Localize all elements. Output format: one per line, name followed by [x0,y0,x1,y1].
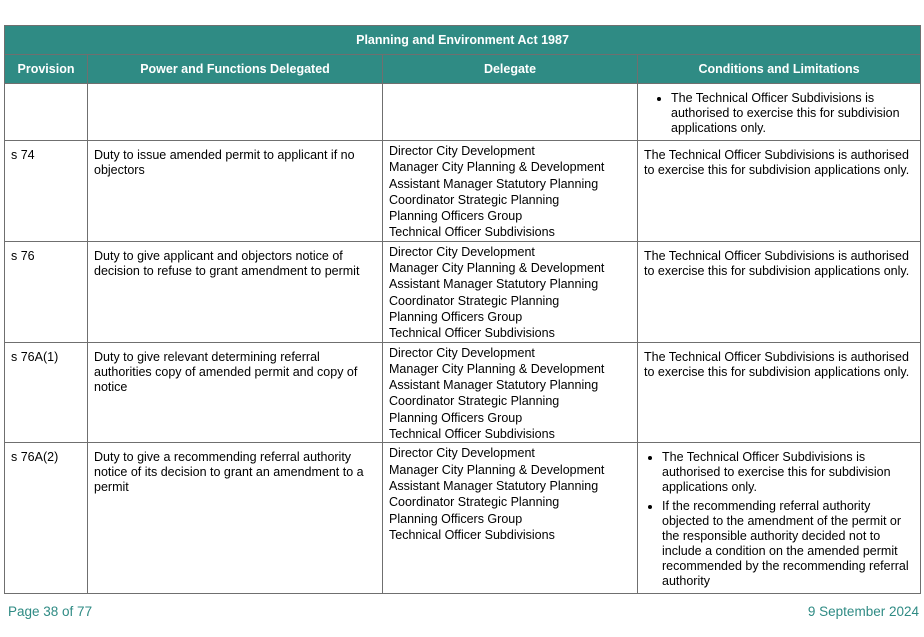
act-title: Planning and Environment Act 1987 [5,26,921,55]
delegate-item: Assistant Manager Statutory Planning [389,176,599,191]
table-row [5,141,921,242]
power-cell: Duty to give a recommending referral authority notice of its decision to grant an amendment to a permit [88,443,383,594]
delegate-item: Planning Officers Group [389,309,523,324]
delegate-item: Manager City Planning & Development [389,361,605,376]
power-cell [88,84,383,141]
delegate-item: Planning Officers Group [389,410,523,425]
delegate-item: Planning Officers Group [389,511,523,526]
condition-item: • If the recommending referral authority objected to the amendment of the permit or the responsible authority decided not to include a condition on the amended permit recommended by the recommending referral authority [662,499,914,589]
delegate-item: Director City Development [389,345,535,360]
delegate-item: Coordinator Strategic Planning [389,495,560,510]
power-cell: Duty to give relevant determining referral authorities copy of amended permit and copy of notice [88,342,383,443]
provision-cell: s 74 [5,141,88,242]
delegate-item: Coordinator Strategic Planning [389,192,560,207]
delegate-item: Manager City Planning & Development [389,160,605,175]
delegate-item: Technical Officer Subdivisions [389,427,555,442]
delegation-table [4,25,921,594]
delegate-item: Director City Development [389,446,535,461]
delegate-cell [383,84,638,141]
delegate-item: Technical Officer Subdivisions [389,225,555,240]
table-row [5,241,921,342]
table-row-continued [5,84,921,141]
delegate-item: Assistant Manager Statutory Planning [389,277,599,292]
table-row [5,342,921,443]
conditions-list [644,91,914,136]
conditions-list [644,450,914,589]
power-cell: Duty to issue amended permit to applicant if no objectors [88,141,383,242]
provision-cell: s 76 [5,241,88,342]
table-row [5,443,921,594]
delegate-item: Director City Development [389,144,535,158]
delegate-item: Technical Officer Subdivisions [389,527,555,542]
header-conditions: Conditions and Limitations [638,55,921,84]
document-date: 9 September 2024 [807,604,919,619]
header-power: Power and Functions Delegated [88,55,383,84]
delegate-item: Assistant Manager Statutory Planning [389,478,599,493]
conditions-cell: The Technical Officer Subdivisions is authorised to exercise this for subdivision applications only. [638,342,921,443]
delegate-item: Manager City Planning & Development [389,261,605,276]
conditions-cell [638,443,921,594]
provision-cell: s 76A(2) [5,443,88,594]
condition-item: • The Technical Officer Subdivisions is authorised to exercise this for subdivision applications only. [671,91,914,136]
delegate-cell [383,241,638,342]
delegate-item: Technical Officer Subdivisions [389,326,555,341]
delegate-item: Assistant Manager Statutory Planning [389,378,599,393]
delegate-item: Coordinator Strategic Planning [389,394,560,409]
power-cell: Duty to give applicant and objectors notice of decision to refuse to grant amendment to permit [88,241,383,342]
provision-cell: s 76A(1) [5,342,88,443]
delegate-cell [383,342,638,443]
delegate-item: Manager City Planning & Development [389,462,605,477]
condition-item: • The Technical Officer Subdivisions is authorised to exercise this for subdivision applications only. [662,450,914,495]
delegate-cell [383,141,638,242]
header-provision: Provision [5,55,88,84]
delegate-item: Director City Development [389,244,535,259]
conditions-cell: The Technical Officer Subdivisions is authorised to exercise this for subdivision applications only. [638,241,921,342]
conditions-cell: The Technical Officer Subdivisions is authorised to exercise this for subdivision applications only. [638,141,921,242]
delegate-item: Coordinator Strategic Planning [389,293,560,308]
delegate-cell [383,443,638,594]
conditions-cell [638,84,921,141]
provision-cell [5,84,88,141]
page-number: Page 38 of 77 [8,604,93,619]
header-delegate: Delegate [383,55,638,84]
delegate-item: Planning Officers Group [389,209,523,224]
